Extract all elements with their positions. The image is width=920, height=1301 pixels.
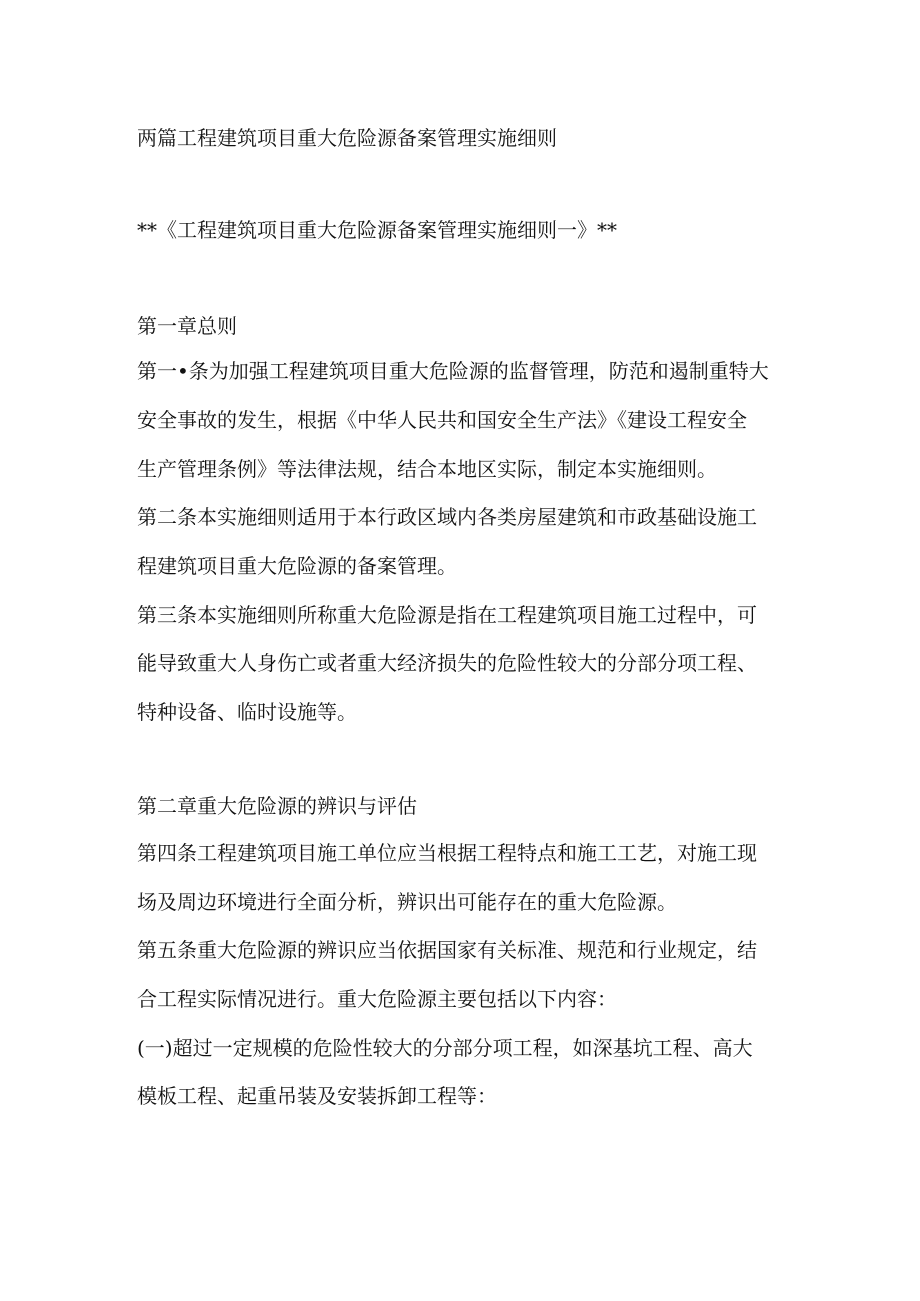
article-4-line-2: 场及周边环境进行全面分析，辨识出可能存在的重大危险源。	[137, 890, 677, 914]
article-2-line-2: 程建筑项目重大危险源的备案管理。	[137, 554, 457, 578]
article-2-line-1: 第二条本实施细则适用于本行政区域内各类房屋建筑和市政基础设施工	[137, 505, 757, 529]
article-5-line-2: 合工程实际情况进行。重大危险源主要包括以下内容：	[137, 987, 617, 1011]
article-1-line-3: 生产管理条例》等法律法规，结合本地区实际，制定本实施细则。	[137, 457, 717, 481]
document-subtitle: **《工程建筑项目重大危险源备案管理实施细则一》**	[137, 218, 617, 242]
item-1-line-2: 模板工程、起重吊装及安装拆卸工程等：	[137, 1084, 497, 1108]
article-3-line-1: 第三条本实施细则所称重大危险源是指在工程建筑项目施工过程中，可	[137, 603, 757, 627]
article-3-line-3: 特种设备、临时设施等。	[137, 700, 357, 724]
article-1-line-1: 第一•条为加强工程建筑项目重大危险源的监督管理，防范和遏制重特大	[137, 359, 769, 383]
chapter-1-heading: 第一章总则	[137, 314, 237, 338]
chapter-2-heading: 第二章重大危险源的辨识与评估	[137, 794, 417, 818]
item-1-line-1: (一)超过一定规模的危险性较大的分部分项工程，如深基坑工程、高大	[137, 1036, 753, 1060]
article-3-line-2: 能导致重大人身伤亡或者重大经济损失的危险性较大的分部分项工程、	[137, 651, 757, 675]
document-title: 两篇工程建筑项目重大危险源备案管理实施细则	[137, 126, 557, 150]
article-5-line-1: 第五条重大危险源的辨识应当依据国家有关标准、规范和行业规定，结	[137, 938, 757, 962]
article-4-line-1: 第四条工程建筑项目施工单位应当根据工程特点和施工工艺，对施工现	[137, 841, 757, 865]
article-1-line-2: 安全事故的发生，根据《中华人民共和国安全生产法》《建设工程安全	[137, 408, 747, 432]
